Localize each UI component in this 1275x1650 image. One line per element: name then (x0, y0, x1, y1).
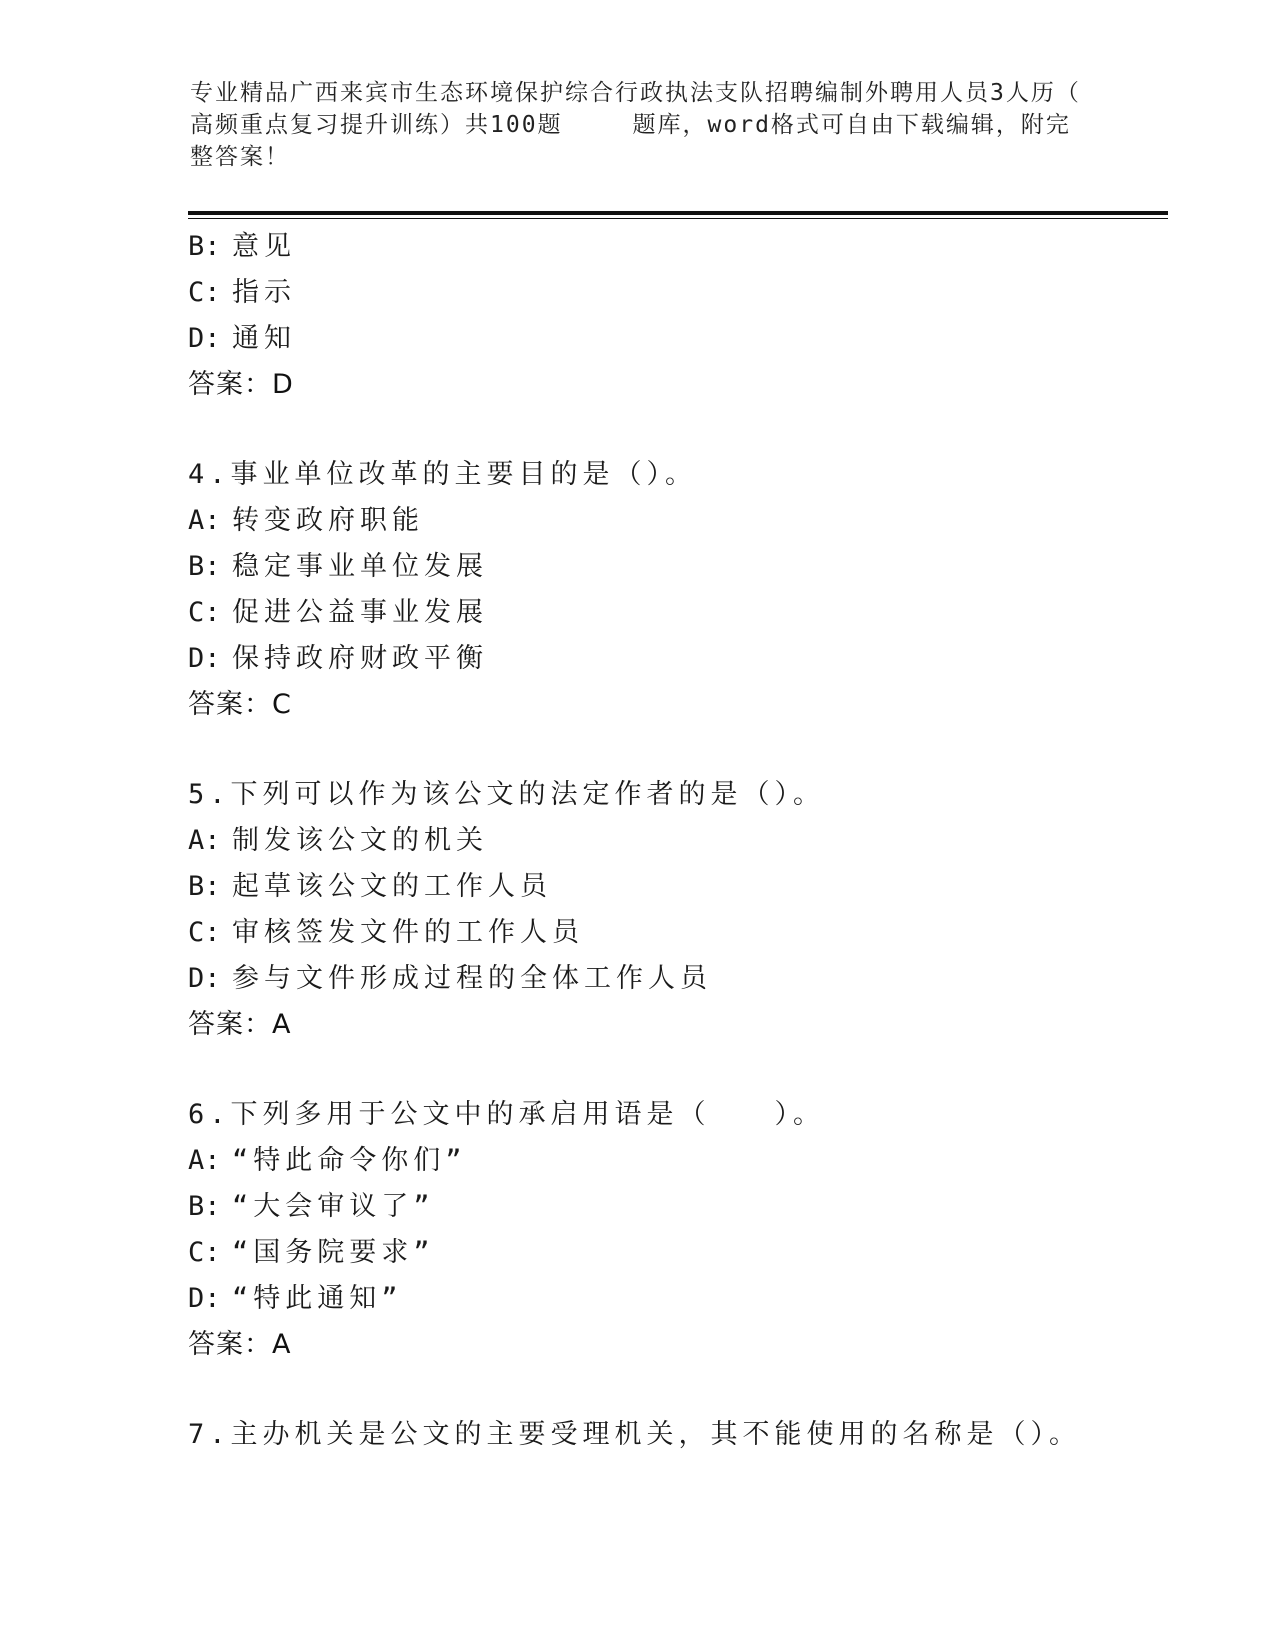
option-letter: C: (188, 1237, 221, 1268)
option-text: 转变政府职能 (232, 505, 424, 536)
q5-option-a (188, 818, 1168, 864)
q3-answer: 答案：D (188, 369, 294, 400)
q4-option-c (188, 590, 1168, 636)
q5-option-b (188, 864, 1168, 910)
option-letter: B: (188, 231, 221, 262)
option-letter: B: (188, 1191, 221, 1222)
header-divider-thin (188, 218, 1168, 219)
q6-answer: 答案：A (188, 1329, 292, 1360)
q5-answer: 答案：A (188, 1009, 292, 1040)
option-text: “国务院要求” (232, 1237, 435, 1268)
option-letter: A: (188, 825, 221, 856)
option-letter: C: (188, 597, 221, 628)
option-text: 保持政府财政平衡 (232, 643, 488, 674)
q3-option-b (188, 224, 1168, 270)
option-text: “大会审议了” (232, 1191, 435, 1222)
q4-answer: 答案：C (188, 689, 292, 720)
option-letter: A: (188, 1145, 221, 1176)
header-line-2-part-b: 题库，word格式可自由下载编辑，附完 (632, 112, 1071, 138)
q5-option-c (188, 910, 1168, 956)
option-letter: B: (188, 551, 221, 582)
header-line-3: 整答案！ (190, 144, 290, 170)
option-text: 制发该公文的机关 (232, 825, 488, 856)
option-text: 审核签发文件的工作人员 (232, 917, 584, 948)
q3-option-d (188, 316, 1168, 362)
q4-stem: 4.事业单位改革的主要目的是（）。 (188, 459, 698, 490)
option-letter: D: (188, 963, 221, 994)
document-header (190, 77, 1090, 173)
option-text: 指示 (232, 277, 296, 308)
option-letter: C: (188, 277, 221, 308)
q6-option-b (188, 1184, 1168, 1230)
q4-option-d (188, 636, 1168, 682)
q5-stem: 5.下列可以作为该公文的法定作者的是（）。 (188, 779, 826, 810)
option-letter: B: (188, 871, 221, 902)
q4-option-b (188, 544, 1168, 590)
q5-option-d (188, 956, 1168, 1002)
q4-option-a (188, 498, 1168, 544)
q3-option-c (188, 270, 1168, 316)
header-line-2 (190, 109, 1090, 141)
q6-stem: 6.下列多用于公文中的承启用语是（ ）。 (188, 1099, 826, 1130)
option-letter: C: (188, 917, 221, 948)
option-text: “特此通知” (232, 1283, 403, 1314)
q6-option-a (188, 1138, 1168, 1184)
header-divider-thick (188, 211, 1168, 215)
option-text: 起草该公文的工作人员 (232, 871, 552, 902)
q6-option-d (188, 1276, 1168, 1322)
option-text: 意见 (232, 231, 296, 262)
option-text: 促进公益事业发展 (232, 597, 488, 628)
header-line-2-part-a: 高频重点复习提升训练）共100题 (190, 112, 563, 138)
option-letter: A: (188, 505, 221, 536)
option-text: 通知 (232, 323, 296, 354)
option-letter: D: (188, 323, 221, 354)
question-list (188, 224, 1168, 1458)
option-text: 稳定事业单位发展 (232, 551, 488, 582)
q6-option-c (188, 1230, 1168, 1276)
q7-stem: 7.主办机关是公文的主要受理机关，其不能使用的名称是（）。 (188, 1419, 1082, 1450)
header-line-1: 专业精品广西来宾市生态环境保护综合行政执法支队招聘编制外聘用人员3人历（ (190, 80, 1081, 106)
option-text: “特此命令你们” (232, 1145, 467, 1176)
option-letter: D: (188, 1283, 221, 1314)
option-text: 参与文件形成过程的全体工作人员 (232, 963, 712, 994)
option-letter: D: (188, 643, 221, 674)
